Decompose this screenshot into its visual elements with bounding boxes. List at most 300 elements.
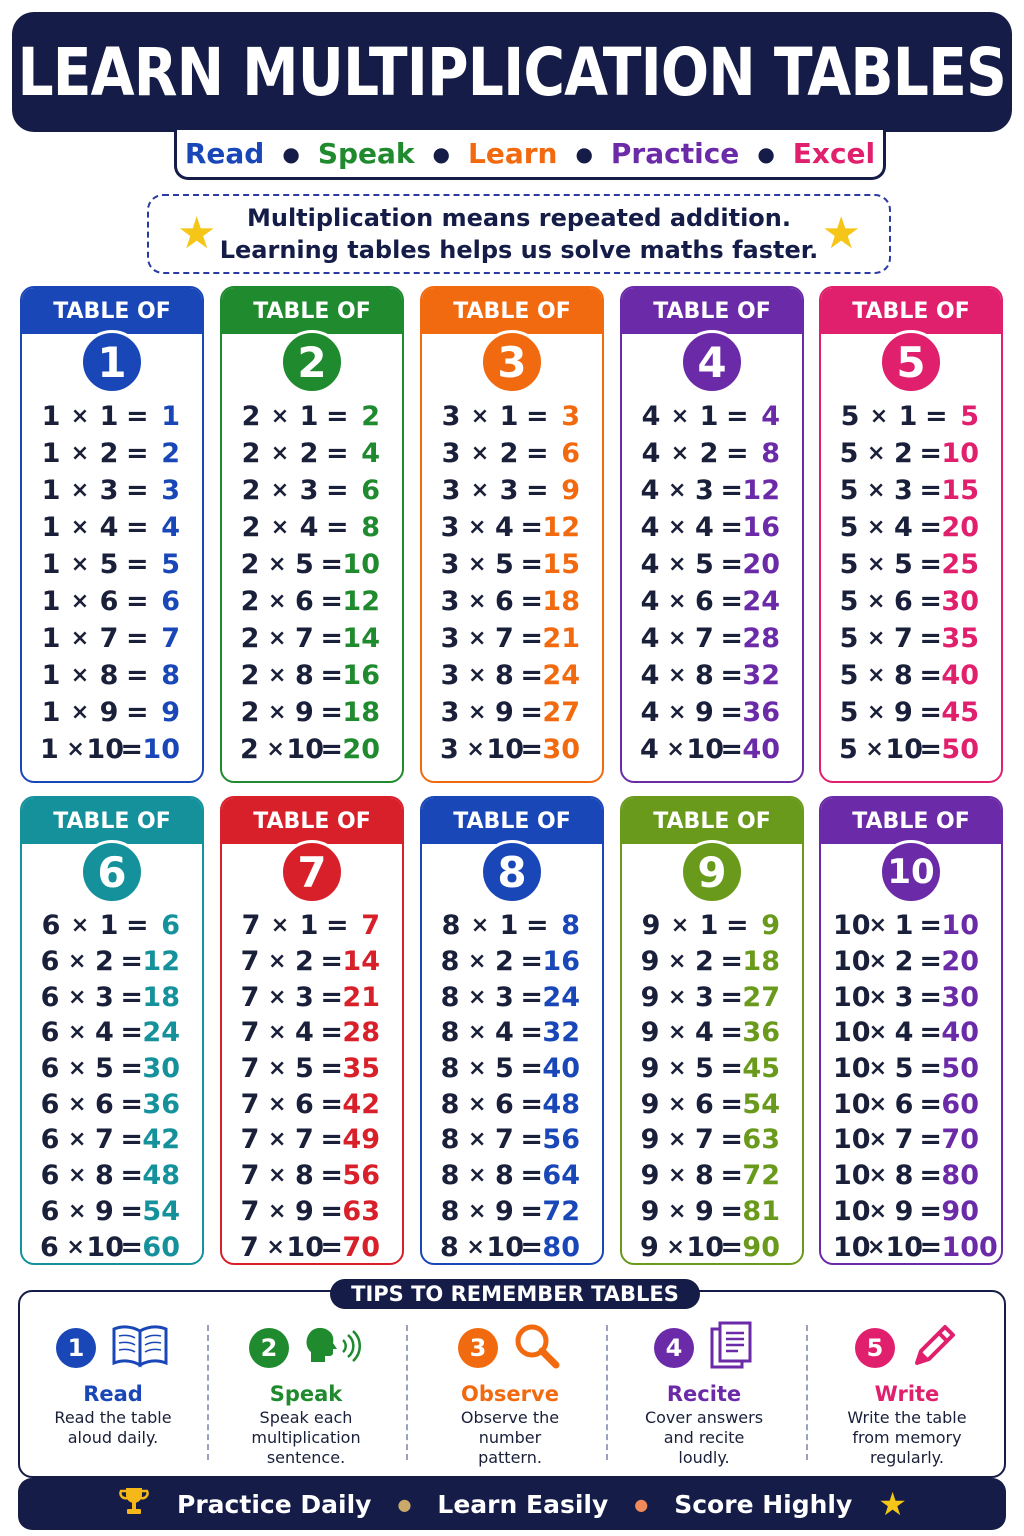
table-row: [833, 657, 993, 694]
table-row: [833, 694, 993, 731]
product: 72: [742, 1160, 780, 1192]
table-number-badge: 7: [280, 840, 344, 904]
equals-sign: =: [320, 623, 344, 654]
multiplier: 2: [99, 438, 119, 469]
table-heading: TABLE OF: [821, 798, 1001, 844]
times-sign: ×: [267, 663, 287, 688]
times-sign: ×: [866, 700, 886, 725]
times-sign: ×: [70, 552, 90, 577]
table-row: [634, 1229, 794, 1265]
multiplicand: 5: [840, 401, 860, 432]
equals-sign: =: [120, 1088, 144, 1120]
table-row: [234, 509, 394, 546]
equals-sign: =: [120, 946, 144, 978]
equals-sign: =: [520, 1160, 544, 1192]
table-row: [634, 1051, 794, 1087]
multiplicand: 1: [41, 586, 61, 617]
times-sign: ×: [67, 1127, 87, 1153]
step-separator-dot: ●: [757, 141, 775, 166]
table-number-badge: 2: [280, 330, 344, 394]
multiplier: 8: [894, 1160, 914, 1192]
multiplicand: 8: [440, 1160, 460, 1192]
multiplicand: 1: [41, 512, 61, 543]
product: 70: [941, 1124, 979, 1156]
equals-sign: =: [326, 512, 349, 543]
table-row: [634, 583, 794, 620]
tips-title: TIPS TO REMEMBER TABLES: [330, 1279, 700, 1309]
multiplicand: 7: [240, 946, 260, 978]
times-sign: ×: [667, 552, 687, 577]
multiplicand: 8: [440, 1053, 460, 1085]
product: 15: [542, 549, 580, 580]
equals-sign: =: [126, 475, 149, 506]
multiplier: 10: [885, 1231, 924, 1263]
times-sign: ×: [267, 700, 287, 725]
table-row: [234, 694, 394, 731]
equals-sign: =: [720, 623, 744, 654]
multiplier: 8: [894, 660, 913, 691]
multiplier: 2: [894, 438, 913, 469]
table-row: [434, 657, 594, 694]
times-sign: ×: [66, 1234, 85, 1260]
multiplier: 5: [495, 1053, 514, 1085]
equals-sign: =: [520, 1195, 544, 1227]
equals-sign: =: [120, 1195, 144, 1227]
multiplicand: 5: [839, 512, 859, 543]
product: 14: [342, 946, 380, 978]
product: 72: [542, 1195, 580, 1227]
product: 9: [761, 910, 780, 942]
product: 27: [542, 697, 580, 728]
table-number-badge: 9: [680, 840, 744, 904]
times-sign: ×: [867, 1234, 886, 1260]
product: 2: [161, 438, 180, 469]
multiplier: 6: [95, 1088, 114, 1120]
multiplier: 3: [299, 475, 319, 506]
equals-sign: =: [526, 910, 549, 942]
table-row: [234, 620, 394, 657]
footer-dot: ●: [634, 1494, 649, 1514]
multiplicand: 1: [41, 697, 61, 728]
multiplier: 3: [894, 475, 913, 506]
equals-sign: =: [720, 1195, 744, 1227]
times-sign: ×: [67, 1020, 87, 1046]
table-row: [34, 546, 194, 583]
tip-observe: [412, 1320, 608, 1470]
table-row: [833, 944, 993, 980]
equals-sign: =: [919, 1231, 943, 1263]
times-sign: ×: [267, 1198, 287, 1224]
product: 81: [742, 1195, 780, 1227]
multiplicand: 7: [241, 910, 261, 942]
multiplicand: 9: [640, 1088, 660, 1120]
product: 12: [742, 475, 780, 506]
tip-divider: [406, 1325, 408, 1460]
tip-number-badge: 3: [458, 1328, 498, 1368]
table-row: [833, 620, 993, 657]
multiplicand: 1: [41, 438, 61, 469]
product: 40: [941, 1017, 979, 1049]
equals-sign: =: [726, 910, 749, 942]
product: 60: [941, 1088, 979, 1120]
multiplier: 1: [898, 401, 918, 432]
equals-sign: =: [320, 1088, 344, 1120]
speaking-icon: [303, 1322, 363, 1374]
table-row: [634, 694, 794, 731]
multiplicand: 3: [441, 401, 461, 432]
multiplier: 10: [885, 734, 923, 765]
equals-sign: =: [320, 1053, 344, 1085]
times-sign: ×: [70, 478, 90, 503]
multiplicand: 2: [241, 438, 261, 469]
step-learn: Learn: [467, 137, 558, 170]
times-sign: ×: [868, 984, 888, 1010]
multiplicand: 2: [240, 586, 260, 617]
times-sign: ×: [466, 737, 485, 762]
times-sign: ×: [866, 515, 886, 540]
footer-item: Learn Easily: [437, 1489, 609, 1519]
times-sign: ×: [667, 478, 687, 503]
equals-sign: =: [126, 549, 149, 580]
times-sign: ×: [70, 404, 90, 429]
equals-sign: =: [326, 910, 349, 942]
multiplicand: 2: [240, 660, 260, 691]
multiplier: 1: [699, 910, 719, 942]
table-row: [833, 1194, 993, 1230]
times-sign: ×: [467, 552, 487, 577]
table-row: [833, 583, 993, 620]
table-card-8: [420, 796, 604, 1265]
product: 6: [161, 586, 180, 617]
table-heading: TABLE OF: [22, 288, 202, 334]
table-card-1: [20, 286, 204, 783]
times-sign: ×: [868, 1056, 888, 1082]
equals-sign: =: [120, 734, 144, 765]
product: 100: [941, 1231, 998, 1263]
pencil-icon: [909, 1321, 959, 1375]
multiplicand: 10: [833, 1017, 871, 1049]
times-sign: ×: [70, 913, 90, 939]
tip-divider: [806, 1325, 808, 1460]
table-row: [634, 1086, 794, 1122]
table-row: [234, 1015, 394, 1051]
equals-sign: =: [320, 586, 344, 617]
table-row: [234, 657, 394, 694]
times-sign: ×: [467, 1091, 487, 1117]
equals-sign: =: [520, 734, 544, 765]
table-row: [634, 1015, 794, 1051]
multiplier: 10: [86, 734, 124, 765]
times-sign: ×: [467, 949, 487, 975]
multiplicand: 5: [839, 623, 859, 654]
table-row: [634, 1122, 794, 1158]
multiplicand: 10: [833, 946, 871, 978]
tip-divider: [606, 1325, 608, 1460]
tip-number-badge: 1: [56, 1328, 96, 1368]
table-row: [434, 1051, 594, 1087]
tip-name: Observe: [461, 1382, 559, 1406]
multiplicand: 5: [839, 586, 859, 617]
times-sign: ×: [267, 1163, 287, 1189]
table-row: [234, 1194, 394, 1230]
table-row: [234, 398, 394, 435]
multiplier: 9: [95, 1195, 114, 1227]
times-sign: ×: [467, 700, 487, 725]
equals-sign: =: [720, 1017, 744, 1049]
table-row: [833, 731, 993, 768]
times-sign: ×: [67, 949, 87, 975]
product: 18: [342, 697, 380, 728]
product: 5: [960, 401, 979, 432]
product: 80: [542, 1231, 580, 1263]
multiplier: 4: [99, 512, 119, 543]
equals-sign: =: [320, 1017, 344, 1049]
step-separator-dot: ●: [575, 141, 593, 166]
product: 6: [561, 438, 580, 469]
equals-sign: =: [720, 549, 744, 580]
table-number-badge: 4: [680, 330, 744, 394]
times-sign: ×: [869, 404, 889, 429]
multiplier: 8: [695, 1160, 714, 1192]
equals-sign: =: [720, 1124, 744, 1156]
table-row: [833, 1158, 993, 1194]
multiplicand: 2: [239, 734, 259, 765]
multiplicand: 4: [639, 734, 659, 765]
multiplier: 7: [95, 1124, 114, 1156]
table-number-badge: 1: [80, 330, 144, 394]
multiplier: 7: [495, 623, 514, 654]
multiplier: 1: [894, 910, 914, 942]
equals-sign: =: [120, 1124, 144, 1156]
table-row: [634, 472, 794, 509]
equals-sign: =: [720, 512, 744, 543]
multiplier: 4: [95, 1017, 114, 1049]
multiplicand: 4: [640, 512, 660, 543]
table-row: [833, 398, 993, 435]
multiplier: 2: [495, 946, 514, 978]
multiplicand: 8: [440, 1124, 460, 1156]
product: 18: [742, 946, 780, 978]
multiplier: 1: [99, 401, 119, 432]
equals-sign: =: [919, 475, 943, 506]
multiplicand: 7: [240, 1124, 260, 1156]
multiplicand: 4: [640, 660, 660, 691]
table-row: [34, 1158, 194, 1194]
product: 10: [342, 549, 380, 580]
table-row: [34, 398, 194, 435]
table-row: [833, 1229, 998, 1265]
multiplier: 8: [295, 1160, 314, 1192]
table-row: [634, 546, 794, 583]
multiplicand: 9: [640, 981, 660, 1013]
multiplicand: 8: [440, 946, 460, 978]
table-row: [434, 398, 594, 435]
equals-sign: =: [919, 1017, 943, 1049]
equals-sign: =: [720, 1053, 744, 1085]
equals-sign: =: [320, 1124, 344, 1156]
multiplicand: 9: [641, 910, 661, 942]
product: 40: [742, 734, 780, 765]
multiplier: 5: [495, 549, 514, 580]
product: 15: [941, 475, 979, 506]
tip-speak: [208, 1320, 404, 1470]
product: 28: [742, 623, 780, 654]
product: 30: [542, 734, 580, 765]
table-row: [833, 472, 993, 509]
multiplier: 9: [495, 697, 514, 728]
table-row: [833, 1015, 993, 1051]
table-row: [234, 1229, 394, 1265]
multiplicand: 3: [440, 623, 460, 654]
table-row: [434, 472, 594, 509]
equals-sign: =: [919, 660, 943, 691]
times-sign: ×: [667, 1163, 687, 1189]
times-sign: ×: [866, 441, 886, 466]
multiplier: 6: [295, 1088, 314, 1120]
multiplier: 6: [695, 1088, 714, 1120]
table-card-2: [220, 286, 404, 783]
times-sign: ×: [670, 441, 690, 466]
tip-description-line: pattern.: [478, 1448, 542, 1467]
multiplicand: 5: [839, 697, 859, 728]
equals-sign: =: [520, 981, 544, 1013]
table-row: [434, 908, 594, 944]
times-sign: ×: [70, 589, 90, 614]
multiplicand: 9: [640, 1124, 660, 1156]
table-row: [434, 731, 594, 768]
product: 6: [361, 475, 380, 506]
multiplicand: 7: [240, 1088, 260, 1120]
footer-item: Score Highly: [674, 1489, 853, 1519]
product: 70: [342, 1231, 380, 1263]
multiplicand: 7: [240, 1053, 260, 1085]
equals-sign: =: [520, 946, 544, 978]
times-sign: ×: [267, 949, 287, 975]
equals-sign: =: [720, 475, 744, 506]
multiplier: 8: [295, 660, 314, 691]
tip-description-line: loudly.: [678, 1448, 730, 1467]
multiplier: 8: [95, 1160, 114, 1192]
equals-sign: =: [919, 697, 943, 728]
equals-sign: =: [320, 697, 344, 728]
multiplicand: 6: [39, 1231, 59, 1263]
product: 30: [142, 1053, 180, 1085]
multiplicand: 8: [441, 910, 461, 942]
table-row: [634, 1158, 794, 1194]
multiplicand: 3: [440, 660, 460, 691]
times-sign: ×: [866, 626, 886, 651]
multiplicand: 1: [39, 734, 59, 765]
equals-sign: =: [120, 1053, 144, 1085]
product: 4: [161, 512, 180, 543]
table-heading: TABLE OF: [622, 798, 802, 844]
multiplicand: 9: [640, 1160, 660, 1192]
table-card-9: [620, 796, 804, 1265]
table-row: [634, 509, 794, 546]
multiplicand: 8: [440, 1195, 460, 1227]
multiplicand: 5: [839, 549, 859, 580]
multiplier: 5: [894, 549, 913, 580]
table-row: [634, 979, 794, 1015]
product: 35: [342, 1053, 380, 1085]
product: 20: [941, 946, 979, 978]
equals-sign: =: [919, 1088, 943, 1120]
equals-sign: =: [919, 981, 943, 1013]
product: 42: [142, 1124, 180, 1156]
product: 24: [542, 981, 580, 1013]
equals-sign: =: [126, 401, 149, 432]
equals-sign: =: [526, 401, 549, 432]
multiplier: 4: [495, 512, 514, 543]
multiplicand: 2: [240, 623, 260, 654]
multiplicand: 7: [240, 981, 260, 1013]
multiplier: 5: [95, 1053, 114, 1085]
equals-sign: =: [126, 438, 149, 469]
times-sign: ×: [667, 1127, 687, 1153]
intro-line-2: Learning tables helps us solve maths faster.: [219, 236, 819, 264]
equals-sign: =: [126, 623, 149, 654]
times-sign: ×: [667, 589, 687, 614]
table-row: [833, 1122, 993, 1158]
multiplier: 7: [894, 1124, 914, 1156]
product: 32: [742, 660, 780, 691]
trophy-icon: [117, 1484, 151, 1524]
product: 12: [342, 586, 380, 617]
times-sign: ×: [267, 984, 287, 1010]
equals-sign: =: [720, 981, 744, 1013]
times-sign: ×: [270, 515, 290, 540]
product: 7: [361, 910, 380, 942]
tip-description-line: aloud daily.: [67, 1428, 159, 1447]
multiplicand: 6: [41, 910, 61, 942]
intro-box: [147, 194, 891, 274]
tip-write: [809, 1320, 1005, 1470]
multiplier: 4: [495, 1017, 514, 1049]
footer-dot: ●: [397, 1494, 412, 1514]
multiplicand: 9: [640, 946, 660, 978]
table-card-5: [819, 286, 1003, 783]
multiplicand: 2: [241, 401, 261, 432]
multiplier: 7: [695, 1124, 714, 1156]
book-icon: [110, 1323, 170, 1373]
equals-sign: =: [126, 910, 149, 942]
multiplier: 3: [499, 475, 519, 506]
table-card-3: [420, 286, 604, 783]
multiplicand: 1: [41, 623, 61, 654]
multiplier: 1: [299, 910, 319, 942]
footer-item: Practice Daily: [177, 1489, 372, 1519]
table-row: [434, 1015, 594, 1051]
product: 30: [941, 586, 979, 617]
times-sign: ×: [270, 441, 290, 466]
times-sign: ×: [466, 1234, 485, 1260]
table-number-badge: 5: [879, 330, 943, 394]
multiplier: 4: [894, 512, 913, 543]
tip-description-line: and recite: [663, 1428, 745, 1447]
product: 8: [361, 512, 380, 543]
multiplier: 5: [99, 549, 119, 580]
tip-description-line: regularly.: [870, 1448, 944, 1467]
tip-description-line: Observe the: [460, 1408, 560, 1427]
multiplicand: 10: [833, 1124, 871, 1156]
equals-sign: =: [919, 512, 943, 543]
multiplicand: 8: [440, 981, 460, 1013]
multiplier: 4: [894, 1017, 914, 1049]
table-row: [434, 546, 594, 583]
equals-sign: =: [919, 1195, 943, 1227]
times-sign: ×: [66, 737, 85, 762]
multiplicand: 6: [40, 1195, 60, 1227]
